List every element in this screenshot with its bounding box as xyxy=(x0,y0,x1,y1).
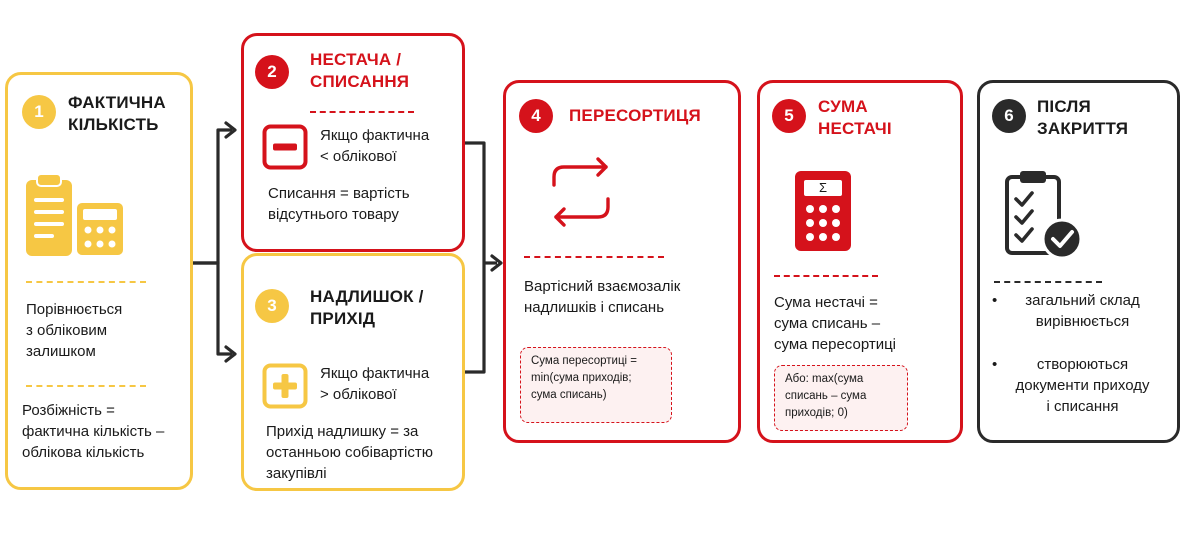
step-6-title: ПІСЛЯ ЗАКРИТТЯ xyxy=(1037,97,1129,138)
connector-2-3-merge xyxy=(464,143,484,372)
step-5-formula-box: Або: max(сума списань – сума приходів; 0) xyxy=(774,365,908,431)
step-1-formula: Розбіжність = фактична кількість – облікова кількість xyxy=(22,402,165,461)
step-2-text: Списання = вартість відсутнього товару xyxy=(268,185,410,223)
step-4-badge: 4 xyxy=(519,99,553,133)
step-2-divider xyxy=(310,111,414,113)
step-6-bullet-1: • загальний склад вирівнюється xyxy=(992,292,1140,330)
checklist-check-icon xyxy=(1004,169,1084,261)
step-3-badge: 3 xyxy=(255,289,289,323)
step-6-bullet-2: • створюються документи приходу і списання xyxy=(992,356,1150,415)
step-1-card xyxy=(5,72,193,490)
step-4-formula-box: Сума пересортиці = min(сума приходів; сума списань) xyxy=(520,347,672,423)
step-5-badge: 5 xyxy=(772,99,806,133)
step-4-card xyxy=(503,80,741,443)
plus-square-icon xyxy=(262,363,308,409)
step-2-condition: Якщо фактична < облікової xyxy=(320,127,430,165)
connector-1-to-2 xyxy=(192,130,232,263)
step-5-title: СУМА НЕСТАЧІ xyxy=(818,97,892,138)
step-2-title: НЕСТАЧА / СПИСАННЯ xyxy=(310,50,410,91)
step-6-card xyxy=(977,80,1180,443)
calculator-display: Σ xyxy=(804,180,842,196)
step-3-condition: Якщо фактична > облікової xyxy=(320,365,430,403)
connector-1-to-3 xyxy=(192,263,232,354)
step-5-divider xyxy=(774,275,878,277)
step-1-divider xyxy=(26,281,146,283)
step-6-badge: 6 xyxy=(992,99,1026,133)
swap-arrows-icon xyxy=(548,153,614,231)
clipboard-calculator-icon xyxy=(24,170,128,260)
step-1-text: Порівнюється з обліковим залишком xyxy=(26,301,123,360)
step-5-card xyxy=(757,80,963,443)
step-4-text: Вартісний взаємозалік надлишків і списань xyxy=(524,278,681,316)
step-3-title: НАДЛИШОК / ПРИХІД xyxy=(310,287,424,328)
step-1-badge: 1 xyxy=(22,95,56,129)
step-6-divider xyxy=(994,281,1102,283)
minus-square-icon xyxy=(262,124,308,170)
step-4-divider xyxy=(524,256,664,258)
step-2-badge: 2 xyxy=(255,55,289,89)
step-4-title: ПЕРЕСОРТИЦЯ xyxy=(569,106,701,125)
step-3-card xyxy=(241,253,465,491)
step-2-card xyxy=(241,33,465,252)
step-5-text: Сума нестачі = сума списань – сума пересортиці xyxy=(774,294,896,353)
calculator-icon xyxy=(795,171,851,251)
step-3-text: Прихід надлишку = за останньою собівартістю закупівлі xyxy=(266,423,433,482)
step-1-divider-2 xyxy=(26,385,146,387)
step-1-title: ФАКТИЧНА КІЛЬКІСТЬ xyxy=(68,93,166,134)
